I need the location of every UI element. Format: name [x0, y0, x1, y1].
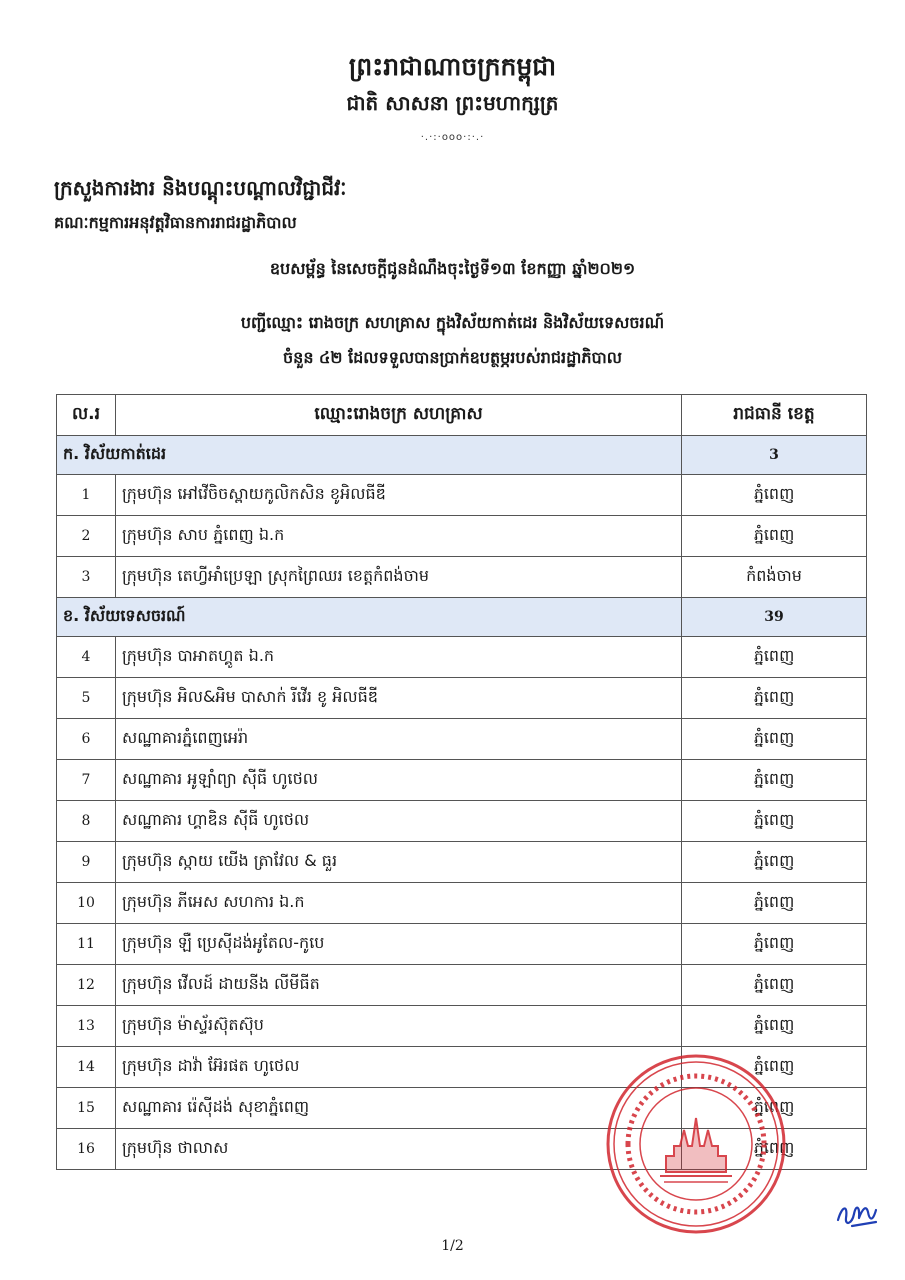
enterprise-name: ក្រុមហ៊ុន ដាវ៉ា អ៊ែរផត ហូថេល: [116, 1047, 682, 1088]
decorative-divider: ·.·:·ooo·:·.·: [420, 132, 485, 143]
section-title: ខ. វិស័យទេសចរណ៍: [57, 598, 682, 637]
row-number: 11: [57, 924, 116, 965]
row-number: 13: [57, 1006, 116, 1047]
province-name: កំពង់ចាម: [682, 557, 867, 598]
table-row: [57, 842, 867, 883]
province-name: ភ្នំពេញ: [682, 1088, 867, 1129]
row-number: 14: [57, 1047, 116, 1088]
province-name: ភ្នំពេញ: [682, 1047, 867, 1088]
enterprise-name: ក្រុមហ៊ុន បាអាតហ្គូត ឯ.ក: [116, 637, 682, 678]
province-name: ភ្នំពេញ: [682, 516, 867, 557]
enterprise-name: ក្រុមហ៊ុន ភីអេស សហការ ឯ.ក: [116, 883, 682, 924]
province-name: ភ្នំពេញ: [682, 1006, 867, 1047]
committee-name: គណៈកម្មការអនុវត្តវិធានការរាជរដ្ឋាភិបាល: [54, 213, 297, 232]
row-number: 3: [57, 557, 116, 598]
province-name: ភ្នំពេញ: [682, 965, 867, 1006]
row-number: 9: [57, 842, 116, 883]
handwritten-signature: [832, 1196, 882, 1232]
official-seal-stamp: [604, 1052, 788, 1236]
section-count: 39: [682, 598, 867, 637]
row-number: 10: [57, 883, 116, 924]
row-number: 6: [57, 719, 116, 760]
table-row: [57, 557, 867, 598]
enterprise-name: សណ្ឋាគារ ហ្គាឌិន ស៊ីធី ហូថេល: [116, 801, 682, 842]
row-number: 4: [57, 637, 116, 678]
page-number: 1/2: [441, 1238, 464, 1254]
kingdom-heading: ព្រះរាជាណាចក្រកម្ពុជា: [348, 52, 557, 81]
section-title: ក. វិស័យកាត់ដេរ: [57, 436, 682, 475]
row-number: 12: [57, 965, 116, 1006]
province-name: ភ្នំពេញ: [682, 883, 867, 924]
row-number: 16: [57, 1129, 116, 1170]
row-number: 7: [57, 760, 116, 801]
table-row: [57, 637, 867, 678]
table-header-row: [57, 395, 867, 436]
table-row: [57, 760, 867, 801]
section-count: 3: [682, 436, 867, 475]
table-row: [57, 801, 867, 842]
column-header-province: រាជធានី ខេត្ត: [682, 395, 867, 436]
enterprise-name: ក្រុមហ៊ុន ស្កាយ យើង ត្រាវែល & ធួរ: [116, 842, 682, 883]
province-name: ភ្នំពេញ: [682, 475, 867, 516]
enterprise-name: ក្រុមហ៊ុន សាប ភ្នំពេញ ឯ.ក: [116, 516, 682, 557]
national-motto: ជាតិ សាសនា ព្រះមហាក្សត្រ: [346, 91, 559, 115]
row-number: 1: [57, 475, 116, 516]
column-header-name: ឈ្មោះរោងចក្រ សហគ្រាស: [116, 395, 682, 436]
province-name: ភ្នំពេញ: [682, 842, 867, 883]
enterprise-name: ក្រុមហ៊ុន តេហ្វីអាំប្រេឡា ស្រុកព្រៃឈរ ខេត្តកំពង់ចាម: [116, 557, 682, 598]
table-row: [57, 678, 867, 719]
enterprise-name: ក្រុមហ៊ុន ថាលាស: [116, 1129, 682, 1170]
province-name: ភ្នំពេញ: [682, 760, 867, 801]
section-row-garment: [57, 436, 867, 475]
table-row: [57, 475, 867, 516]
province-name: ភ្នំពេញ: [682, 719, 867, 760]
province-name: ភ្នំពេញ: [682, 637, 867, 678]
ministry-name: ក្រសួងការងារ និងបណ្តុះបណ្តាលវិជ្ជាជីវៈ: [54, 176, 347, 200]
row-number: 5: [57, 678, 116, 719]
enterprise-name: ក្រុមហ៊ុន អិល&អិម បាសាក់ រីវើរ ខូ អិលធីឌី: [116, 678, 682, 719]
enterprise-name: ក្រុមហ៊ុន អៅវើចិចស្ពាយកូលិកសិន ខូអិលធីឌី: [116, 475, 682, 516]
table-row: [57, 516, 867, 557]
province-name: ភ្នំពេញ: [682, 801, 867, 842]
annex-title: ឧបសម្ព័ន្ធ នៃសេចក្តីជូនដំណឹងចុះថ្ងៃទី១៣ ខែកញ្ញា ឆ្នាំ២០២១: [269, 259, 636, 278]
section-row-tourism: [57, 598, 867, 637]
province-name: ភ្នំពេញ: [682, 678, 867, 719]
table-row: [57, 924, 867, 965]
province-name: ភ្នំពេញ: [682, 1129, 867, 1170]
enterprise-name: ក្រុមហ៊ុន ឡឺ ប្រេស៊ីដង់អូតែល-កូបេ: [116, 924, 682, 965]
column-header-number: ល.រ: [57, 395, 116, 436]
list-title-line1: បញ្ជីឈ្មោះ រោងចក្រ សហគ្រាស ក្នុងវិស័យកាត់ដេរ និងវិស័យទេសចរណ៍: [240, 313, 665, 332]
list-title-line2: ចំនួន ៤២ ដែលទទួលបានប្រាក់ឧបត្ថម្ភរបស់រាជរដ្ឋាភិបាល: [283, 348, 622, 367]
row-number: 2: [57, 516, 116, 557]
enterprise-name: សណ្ឋាគារ រ៉េស៊ីដង់ សុខាភ្នំពេញ: [116, 1088, 682, 1129]
province-name: ភ្នំពេញ: [682, 924, 867, 965]
enterprise-name: សណ្ឋាគារ អូឡាំព្យា ស៊ីធី ហូថេល: [116, 760, 682, 801]
enterprise-name: ក្រុមហ៊ុន ម៉ាស្ទ័រស៊ុតស៊ុប: [116, 1006, 682, 1047]
table-row: [57, 1006, 867, 1047]
row-number: 8: [57, 801, 116, 842]
table-row: [57, 965, 867, 1006]
row-number: 15: [57, 1088, 116, 1129]
table-row: [57, 719, 867, 760]
enterprise-name: ក្រុមហ៊ុន វើលដ៍ ដាយនីង លីមីធីត: [116, 965, 682, 1006]
table-row: [57, 883, 867, 924]
enterprise-name: សណ្ឋាគារភ្នំពេញអេរ៉ា: [116, 719, 682, 760]
